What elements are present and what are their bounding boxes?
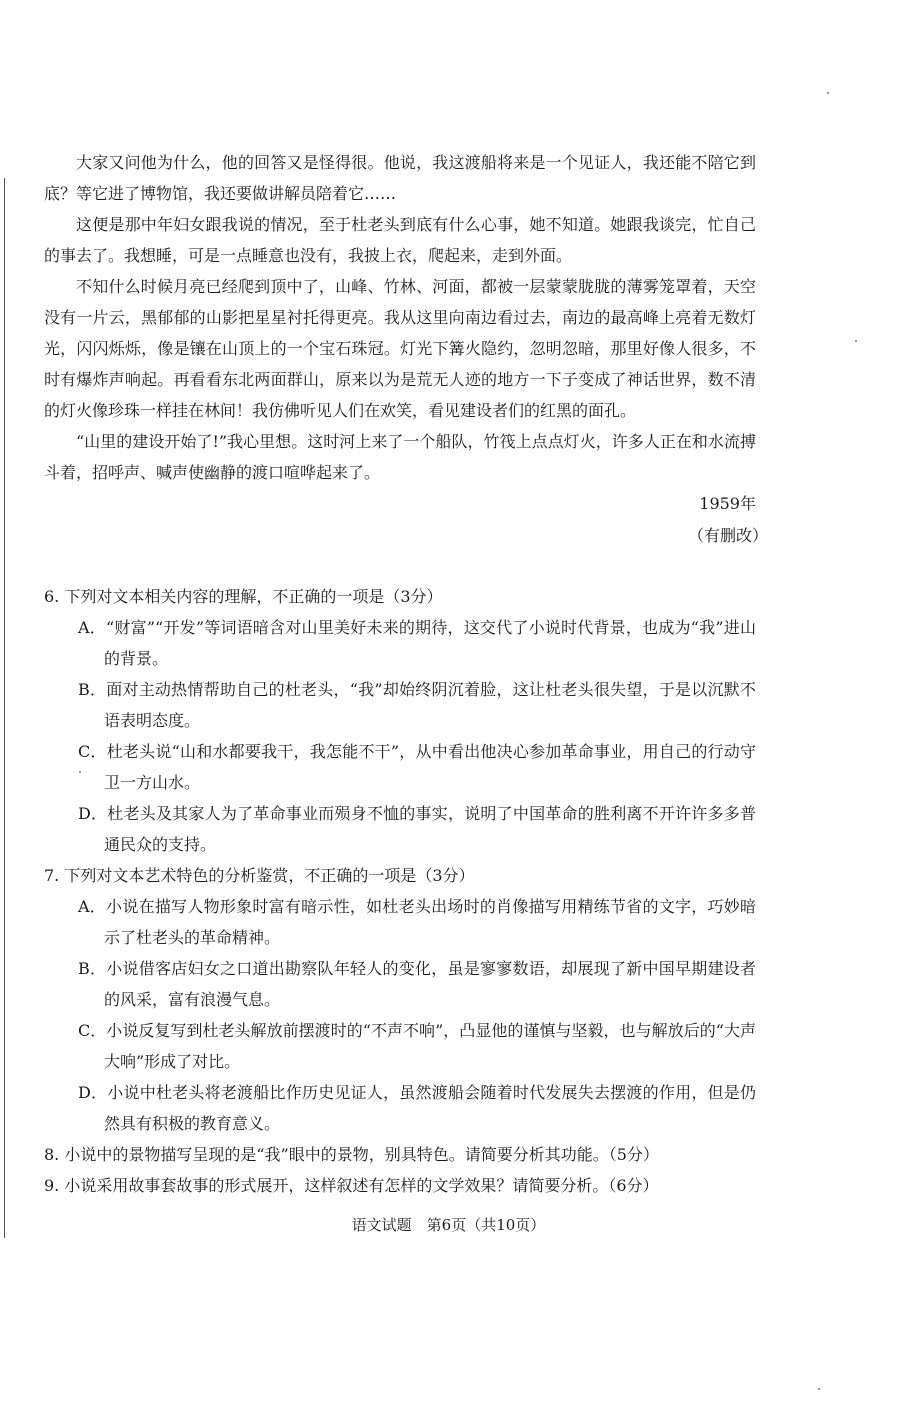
question-7-option-b: B．小说借客店妇女之口道出勘察队年轻人的变化，虽是寥寥数语，却展现了新中国早期建设者的风采，富有浪漫气息。 [78,959,756,1009]
question-6-option-c: C．杜老头说“山和水都要我干，我怎能不干”，从中看出他决心参加革命事业，用自己的行动守卫一方山水。 [78,742,756,792]
passage-paragraph-2: 这便是那中年妇女跟我说的情况，至于杜老头到底有什么心事，她不知道。她跟我谈完，忙自己的事去了。我想睡，可是一点睡意也没有，我披上衣，爬起来，走到外面。 [44,215,756,265]
scan-speck [79,771,81,773]
question-7-stem: 7. 下列对文本艺术特色的分析鉴赏，不正确的一项是（3分） [44,866,475,885]
question-6-option-a: A．“财富”“开发”等词语暗含对山里美好未来的期待，这交代了小说时代背景，也成为“我”进山的背景。 [78,618,756,668]
scan-speck [855,340,857,342]
passage-paragraph-3: 不知什么时候月亮已经爬到顶中了，山峰、竹林、河面，都被一层蒙蒙胧胧的薄雾笼罩着，天空没有一片云，黑郁郁的山影把星星衬托得更亮。我从这里向南边看过去，南边的最高峰上亮着无数灯光，闪闪烁烁，像是镶在山顶上的一个宝石珠冠。灯光下篝火隐约，忽明忽暗，那里好像人很多，不时有爆炸声响起。再看看东北两面群山，原来以为是荒无人迹的地方一下子变成了神话世界，数不清的灯火像珍珠一样挂在林间！我仿佛听见人们在欢笑，看见建设者们的红黑的面孔。 [44,277,756,420]
question-7-option-a: A．小说在描写人物形象时富有暗示性，如杜老头出场时的肖像描写用精练节省的文字，巧妙暗示了杜老头的革命精神。 [78,897,756,947]
question-8: 8. 小说中的景物描写呈现的是“我”眼中的景物，别具特色。请简要分析其功能。（5分） [44,1145,659,1164]
questions-block [44,581,756,1201]
question-6-option-b: B．面对主动热情帮助自己的杜老头，“我”却始终阴沉着脸，这让杜老头很失望，于是以沉默不语表明态度。 [78,680,756,730]
scan-speck [818,1388,820,1390]
passage-paragraph-4: “山里的建设开始了!”我心里想。这时河上来了一个船队，竹筏上点点灯火，许多人正在和水流搏斗着，招呼声、喊声使幽静的渡口喧哗起来了。 [44,432,756,482]
question-9: 9. 小说采用故事套故事的形式展开，这样叙述有怎样的文学效果？请简要分析。（6分） [44,1176,659,1195]
question-7-option-c: C．小说反复写到杜老头解放前摆渡时的“不声不响”，凸显他的谨慎与坚毅，也与解放后的“大声大响”形成了对比。 [78,1021,756,1071]
question-6-stem: 6. 下列对文本相关内容的理解，不正确的一项是（3分） [44,587,443,606]
scan-speck [827,92,829,94]
passage-paragraph-1: 大家又问他为什么，他的回答又是怪得很。他说，我这渡船将来是一个见证人，我还能不陪它到底？等它进了博物馆，我还要做讲解员陪着它…… [44,153,756,203]
passage-note: （有删改） [687,526,768,545]
binding-margin-line [4,178,5,1238]
passage-block [44,147,768,552]
question-7-option-d: D．小说中杜老头将老渡船比作历史见证人，虽然渡船会随着时代发展失去摆渡的作用，但是仍然具有积极的教育意义。 [78,1083,756,1133]
passage-year: 1959年 [699,494,756,513]
question-6-option-d: D．杜老头及其家人为了革命事业而殒身不恤的事实，说明了中国革命的胜利离不开许许多多普通民众的支持。 [78,804,756,854]
page-footer: 语文试题 第6页（共10页） [351,1216,546,1234]
